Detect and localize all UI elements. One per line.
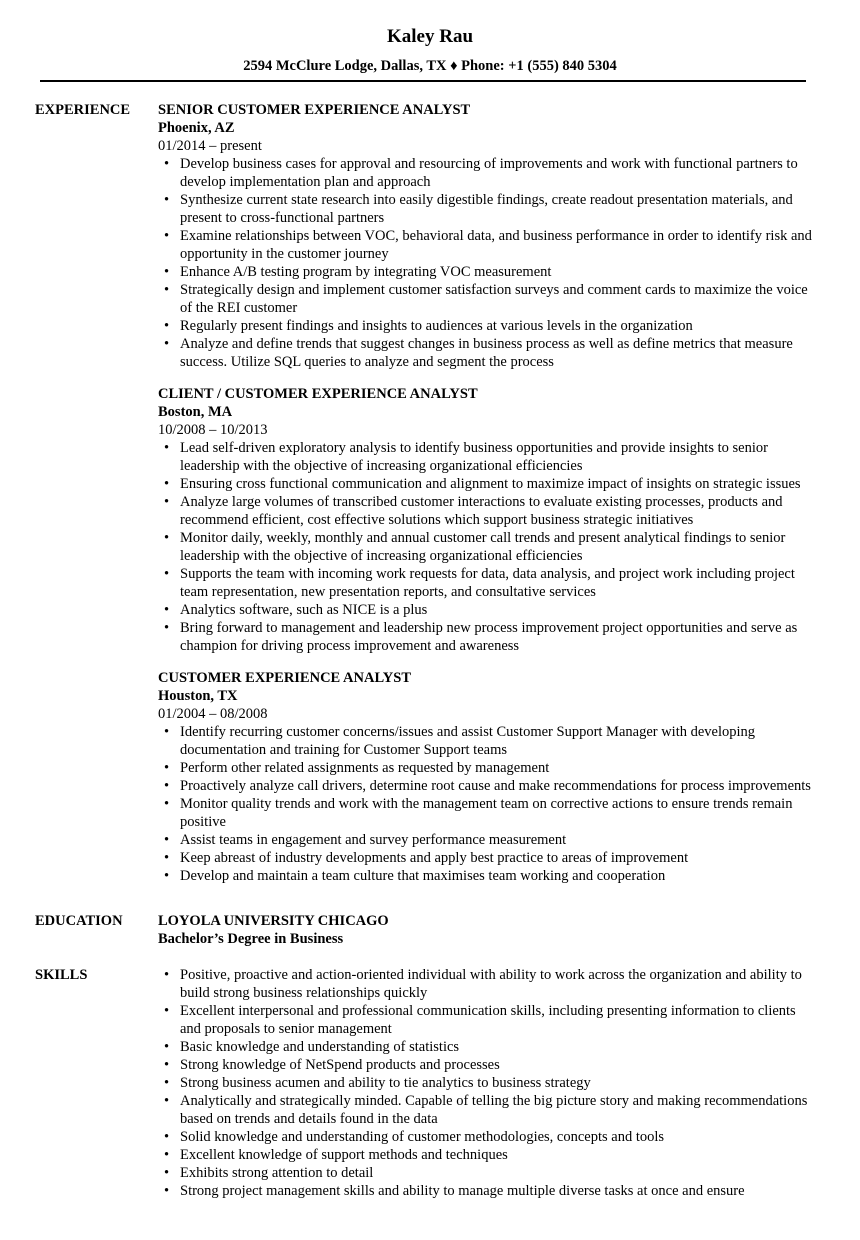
school-name: LOYOLA UNIVERSITY CHICAGO [158, 913, 389, 929]
candidate-name: Kaley Rau [386, 26, 474, 47]
bullet-item: • Perform other related assignments as requested by management [158, 759, 814, 777]
job-location: Phoenix, AZ [158, 120, 235, 136]
job-entry [158, 385, 814, 655]
bullet-item: • Analyze large volumes of transcribed customer interactions to evaluate existing processes, products and recommend efficient, cost effective solutions which support business strategic initiatives [158, 493, 814, 529]
job-entry [158, 669, 814, 885]
bullet-item: • Lead self-driven exploratory analysis to identify business opportunities and provide insights to senior leadership with the objective of increasing organizational efficiencies [158, 439, 814, 475]
skill-item: • Excellent interpersonal and professional communication skills, including presenting information to clients and proposals to senior management [158, 1002, 814, 1038]
skill-item: • Analytically and strategically minded. Capable of telling the big picture story and making recommendations based on trends and details found in the data [158, 1092, 814, 1128]
bullet-item: • Enhance A/B testing program by integrating VOC measurement [158, 263, 814, 281]
bullet-item: • Identify recurring customer concerns/issues and assist Customer Support Manager with developing documentation and training for Customer Support teams [158, 723, 814, 759]
skill-item: • Strong project management skills and ability to manage multiple diverse tasks at once and ensure [158, 1182, 814, 1200]
job-dates: 01/2004 – 08/2008 [158, 706, 268, 722]
contact-line: 2594 McClure Lodge, Dallas, TX ♦ Phone: +1 (555) 840 5304 [243, 58, 617, 74]
job-dates: 10/2008 – 10/2013 [158, 422, 268, 438]
bullet-item: • Analytics software, such as NICE is a plus [158, 601, 814, 619]
bullet-item: • Develop and maintain a team culture that maximises team working and cooperation [158, 867, 814, 885]
bullet-item: • Proactively analyze call drivers, determine root cause and make recommendations for process improvements [158, 777, 814, 795]
skill-item: • Excellent knowledge of support methods and techniques [158, 1146, 814, 1164]
experience-section [0, 101, 860, 885]
job-bullets [158, 723, 814, 885]
job-entry [158, 101, 814, 371]
bullet-item: • Bring forward to management and leadership new process improvement project opportunities and serve as champion for driving process improvement and awareness [158, 619, 814, 655]
skill-item: • Strong business acumen and ability to tie analytics to business strategy [158, 1074, 814, 1092]
bullet-item: • Examine relationships between VOC, behavioral data, and business performance in order to identify risk and opportunity in the customer journey [158, 227, 814, 263]
skill-item: • Solid knowledge and understanding of customer methodologies, concepts and tools [158, 1128, 814, 1146]
header-divider [40, 80, 806, 82]
section-label-education: EDUCATION [35, 913, 123, 929]
bullet-item: • Analyze and define trends that suggest changes in business process as well as define metrics that measure success. Utilize SQL queries to analyze and segment the process [158, 335, 814, 371]
bullet-item: • Strategically design and implement customer satisfaction surveys and comment cards to maximize the voice of the REI customer [158, 281, 814, 317]
section-label-skills: SKILLS [35, 967, 88, 983]
resume-header [0, 0, 860, 75]
skills-section [0, 966, 860, 1200]
skill-item: • Exhibits strong attention to detail [158, 1164, 814, 1182]
bullet-item: • Ensuring cross functional communication and alignment to maximize impact of insights on strategic issues [158, 475, 814, 493]
job-bullets [158, 439, 814, 655]
skills-list [158, 966, 814, 1200]
bullet-item: • Keep abreast of industry developments and apply best practice to areas of improvement [158, 849, 814, 867]
education-section [0, 912, 860, 948]
skill-item: • Basic knowledge and understanding of statistics [158, 1038, 814, 1056]
job-location: Boston, MA [158, 404, 233, 420]
bullet-item: • Synthesize current state research into easily digestible findings, create readout presentation materials, and present to cross-functional partners [158, 191, 814, 227]
job-title: SENIOR CUSTOMER EXPERIENCE ANALYST [158, 102, 471, 118]
job-bullets [158, 155, 814, 371]
job-location: Houston, TX [158, 688, 238, 704]
job-title: CLIENT / CUSTOMER EXPERIENCE ANALYST [158, 386, 478, 402]
skill-item: • Strong knowledge of NetSpend products and processes [158, 1056, 814, 1074]
degree: Bachelor’s Degree in Business [158, 931, 344, 947]
job-title: CUSTOMER EXPERIENCE ANALYST [158, 670, 412, 686]
bullet-item: • Monitor quality trends and work with the management team on corrective actions to ensure trends remain positive [158, 795, 814, 831]
job-dates: 01/2014 – present [158, 138, 262, 154]
skill-item: • Positive, proactive and action-oriented individual with ability to work across the organization and ability to build strong business relationships quickly [158, 966, 814, 1002]
bullet-item: • Supports the team with incoming work requests for data, data analysis, and project work including project team representation, new presentation reports, and consultative services [158, 565, 814, 601]
bullet-item: • Develop business cases for approval and resourcing of improvements and work with functional partners to develop implementation plan and approach [158, 155, 814, 191]
bullet-item: • Assist teams in engagement and survey performance measurement [158, 831, 814, 849]
bullet-item: • Monitor daily, weekly, monthly and annual customer call trends and present analytical findings to senior leadership with the objective of increasing organizational efficiencies [158, 529, 814, 565]
section-label-experience: EXPERIENCE [35, 102, 131, 118]
bullet-item: • Regularly present findings and insights to audiences at various levels in the organization [158, 317, 814, 335]
